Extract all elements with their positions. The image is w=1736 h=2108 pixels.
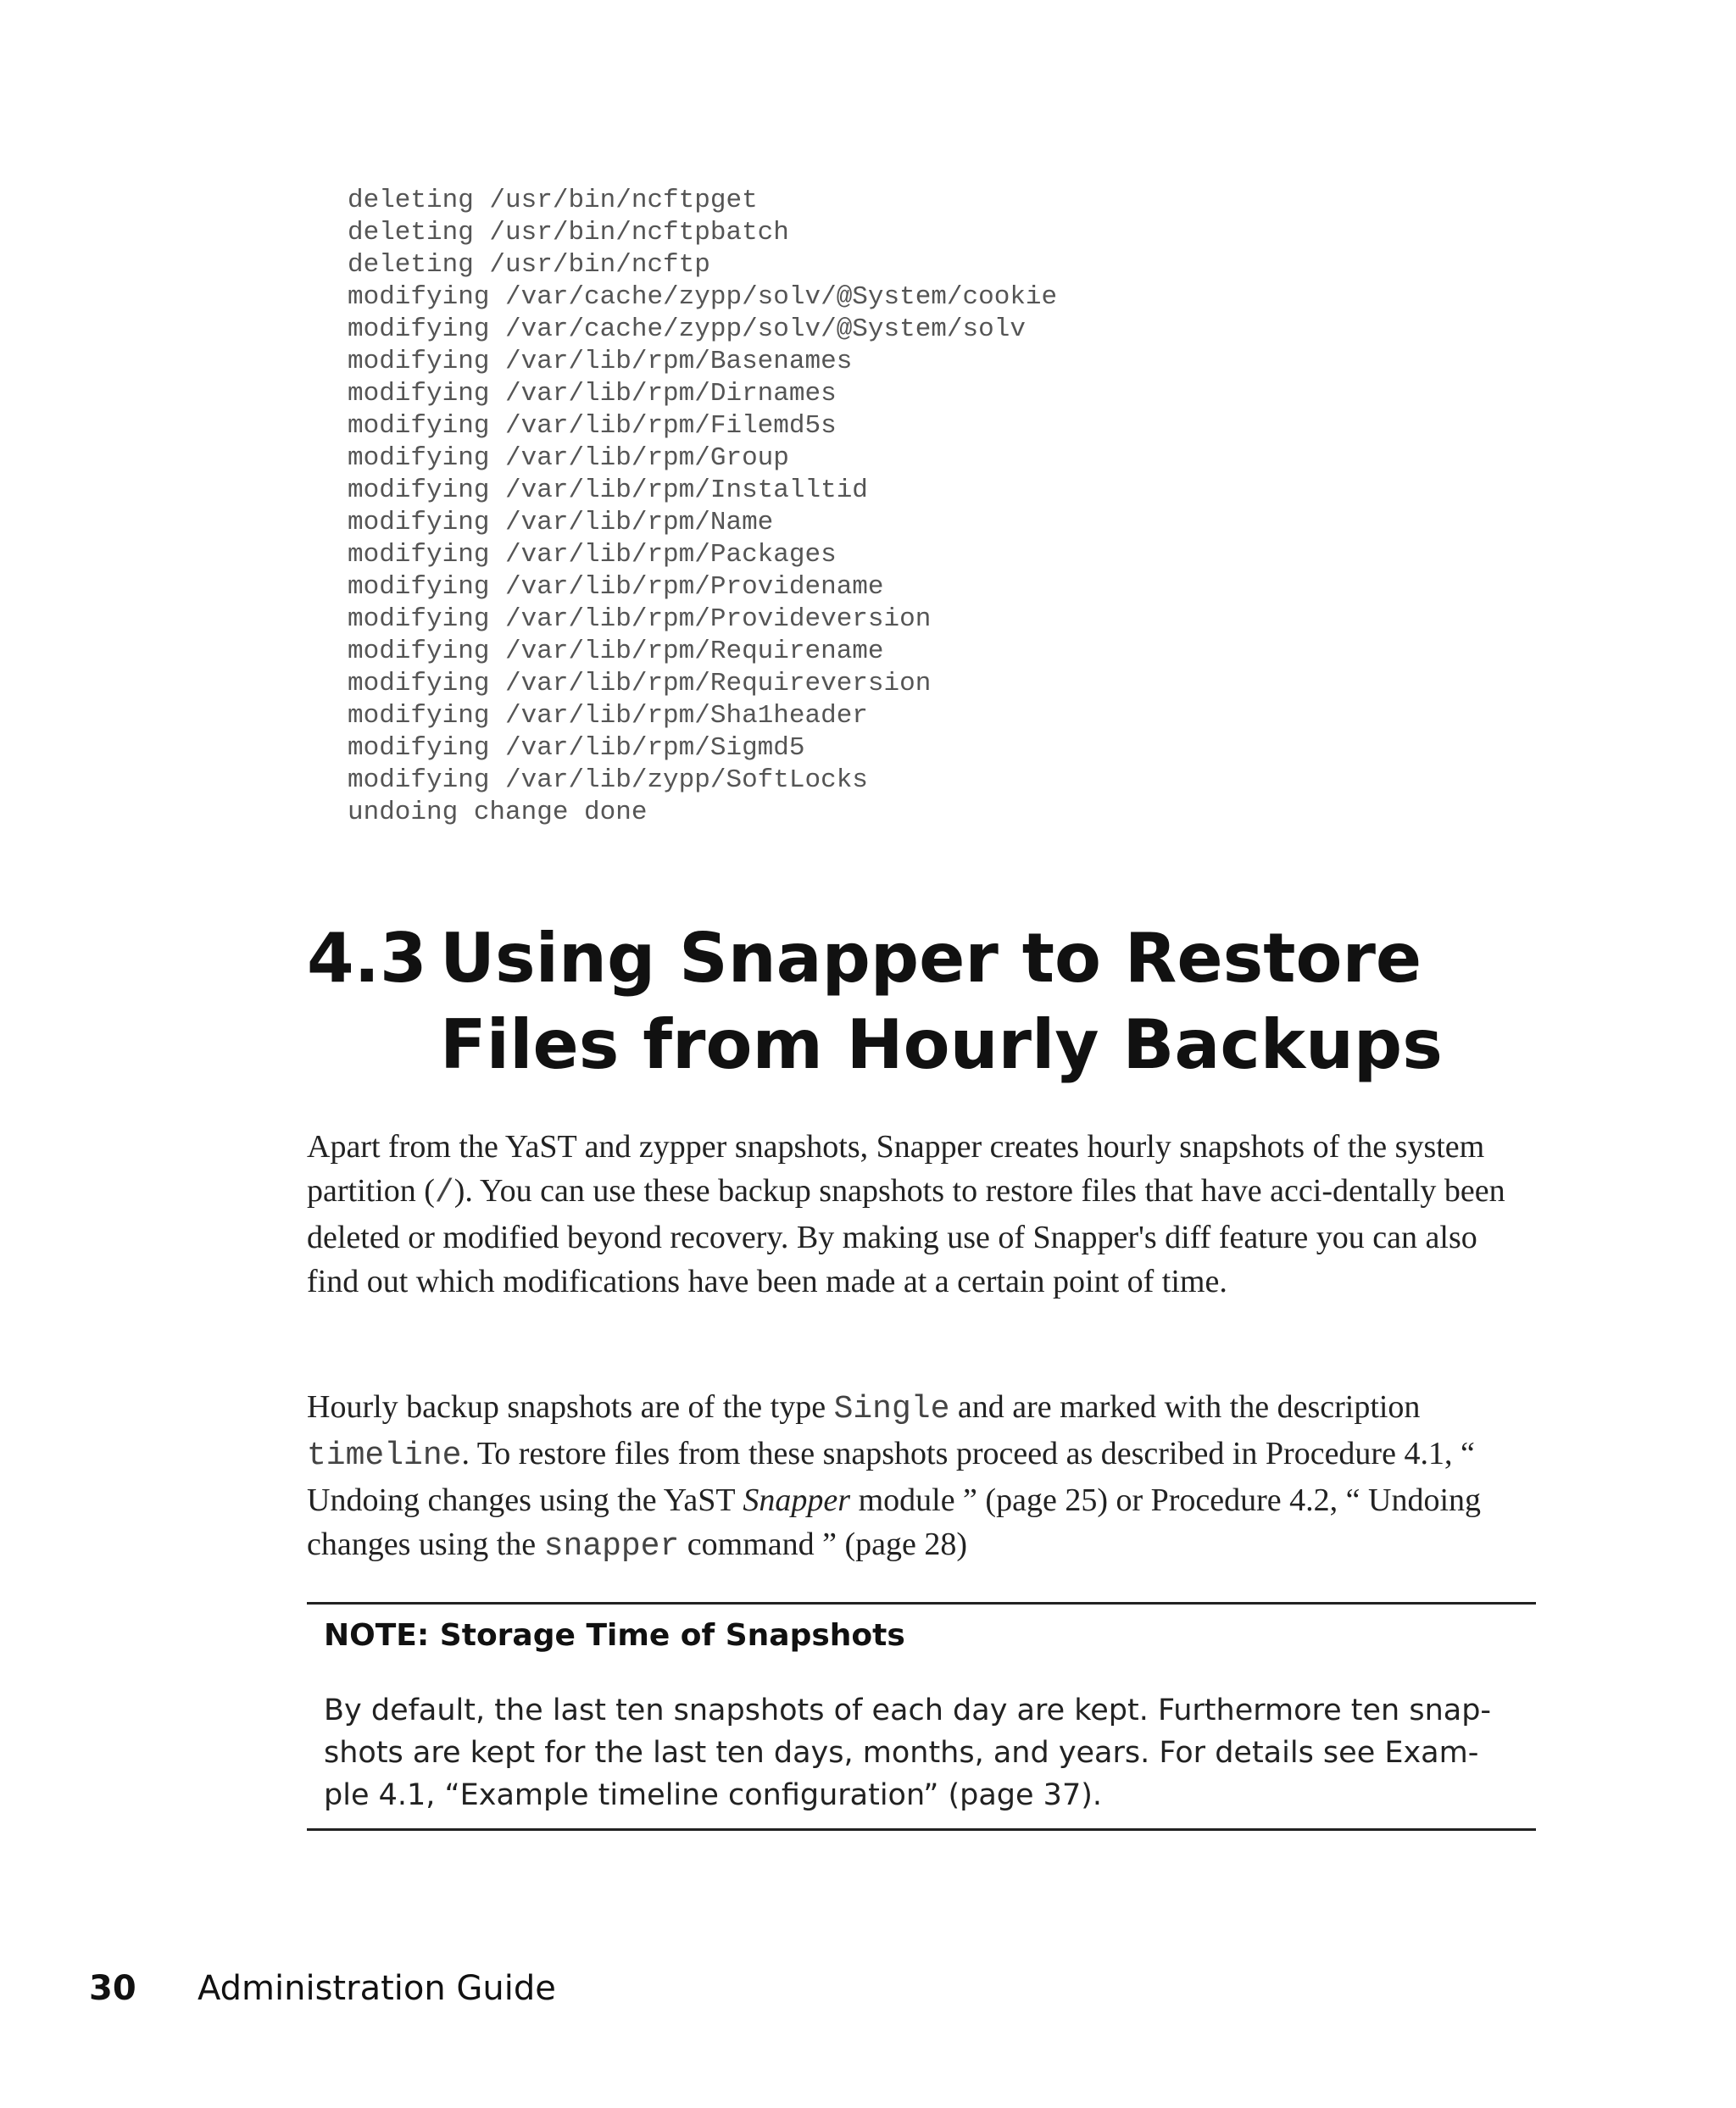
page-footer: [89, 1965, 556, 2012]
italic-snapper: Snapper: [743, 1482, 851, 1518]
paragraph-2-text-5: command ” (page 28): [679, 1527, 968, 1562]
code-line: deleting /usr/bin/ncftp: [348, 250, 710, 280]
code-block: [348, 185, 1534, 829]
code-line: modifying /var/lib/rpm/Name: [348, 508, 774, 537]
section-heading: [307, 915, 1544, 1088]
code-line: deleting /usr/bin/ncftpget: [348, 186, 758, 215]
code-line: modifying /var/lib/rpm/Filemd5s: [348, 411, 837, 441]
paragraph-2-text-3: . To restore files from these snapshots proceed as described in Procedure 4.1, “ Undoing changes using the YaST: [307, 1436, 1475, 1518]
code-line: modifying /var/lib/rpm/Sigmd5: [348, 733, 805, 763]
section-title: Using Snapper to Restore Files from Hourly Backups: [440, 919, 1443, 1084]
book-title: Administration Guide: [198, 1969, 556, 2008]
code-line: modifying /var/lib/rpm/Basenames: [348, 347, 853, 376]
code-line: modifying /var/lib/rpm/Packages: [348, 540, 837, 570]
paragraph-1-text-b: ). You can use these backup snapshots to restore files that have acci-dentally been deleted or modified beyond recovery. By making use of Snapper's diff feature you can also find out which modifications have been made at a certain point of time.: [307, 1173, 1505, 1299]
inline-code-snapper: snapper: [543, 1528, 680, 1565]
code-line: modifying /var/lib/rpm/Dirnames: [348, 379, 837, 409]
paragraph-2: [307, 1385, 1536, 1569]
page-number: 30: [89, 1969, 136, 2008]
inline-code-single: Single: [833, 1391, 950, 1427]
code-line: modifying /var/cache/zypp/solv/@System/solv: [348, 314, 1026, 344]
paragraph-1-text-a: Apart from the YaST and zypper snapshots, Snapper creates hourly snapshots of the system partition (: [307, 1129, 1485, 1209]
paragraph-2-text-1: Hourly backup snapshots are of the type: [307, 1389, 834, 1425]
code-line: modifying /var/lib/rpm/Providename: [348, 572, 884, 602]
note-box: [307, 1602, 1536, 1831]
inline-code-root: /: [434, 1175, 454, 1211]
code-line: deleting /usr/bin/ncftpbatch: [348, 218, 789, 248]
code-line: modifying /var/cache/zypp/solv/@System/cookie: [348, 282, 1058, 312]
code-line: modifying /var/lib/rpm/Sha1header: [348, 701, 868, 731]
code-line: undoing change done: [348, 798, 648, 827]
inline-code-timeline: timeline: [307, 1438, 462, 1474]
section-number: 4.3: [307, 919, 427, 998]
note-body: By default, the last ten snapshots of each day are kept. Furthermore ten snap-shots are kept for the last ten days, months, and years. For details see Exam-ple 4.1, “Example timeline configuration” (page 37).: [324, 1694, 1492, 1812]
note-title: NOTE: Storage Time of Snapshots: [324, 1618, 905, 1653]
code-line: modifying /var/lib/rpm/Group: [348, 443, 789, 473]
code-line: modifying /var/lib/zypp/SoftLocks: [348, 765, 868, 795]
paragraph-2-text-4: module ” (page 25) or Procedure 4.2, “ Undoing changes using the: [307, 1482, 1482, 1562]
code-line: modifying /var/lib/rpm/Provideversion: [348, 604, 932, 634]
paragraph-1: [307, 1125, 1536, 1304]
code-line: modifying /var/lib/rpm/Requireversion: [348, 669, 932, 698]
paragraph-2-text-2: and are marked with the description: [949, 1389, 1421, 1425]
code-line: modifying /var/lib/rpm/Requirename: [348, 637, 884, 666]
code-line: modifying /var/lib/rpm/Installtid: [348, 476, 868, 505]
